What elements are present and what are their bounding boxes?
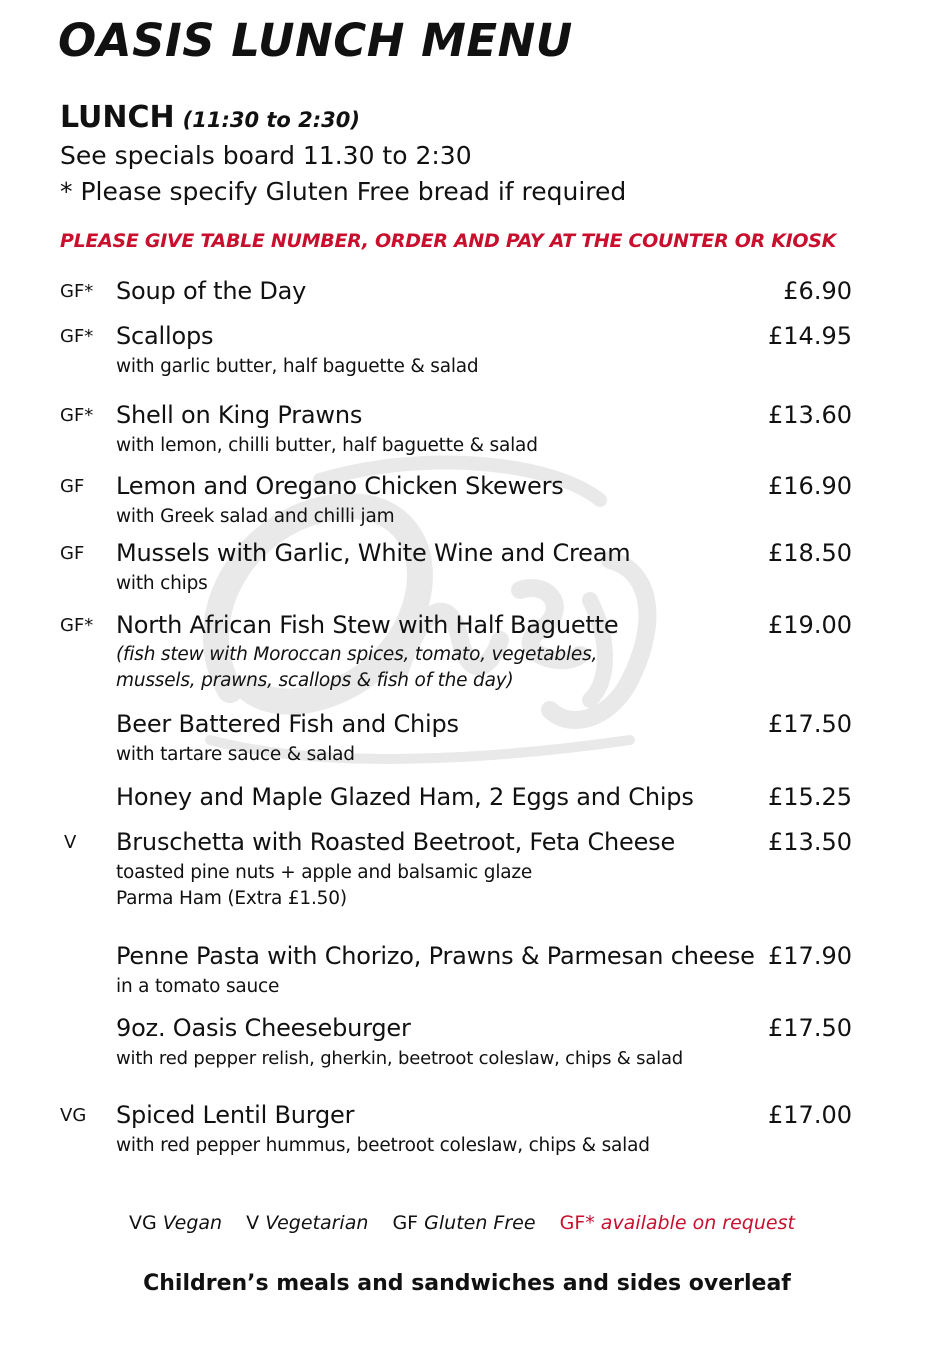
legend-label: available on request [600,1212,795,1234]
item-name: Scallops [116,322,214,350]
legend-code: VG [129,1212,157,1234]
diet-tag: GF* [60,615,94,636]
item-price: £16.90 [768,472,852,500]
gluten-free-info: * Please specify Gluten Free bread if required [60,177,627,206]
legend-code: V [246,1212,260,1234]
item-description: with lemon, chilli butter, half baguette & salad [116,435,538,456]
lunch-label: LUNCH [60,100,175,135]
item-description: with chips [116,573,208,594]
legend-label: Gluten Free [424,1212,536,1234]
item-price: £13.60 [768,401,852,429]
diet-tag: GF [60,476,85,497]
item-description: in a tomato sauce [116,976,280,997]
item-price: £17.50 [768,1014,852,1042]
item-price: £14.95 [768,322,852,350]
item-description: with red pepper hummus, beetroot coleslaw, chips & salad [116,1135,650,1156]
item-price: £17.90 [768,942,852,970]
legend-label: Vegan [162,1212,223,1234]
item-name: 9oz. Oasis Cheeseburger [116,1014,411,1042]
item-price: £6.90 [783,277,852,305]
page-title: OASIS LUNCH MENU [58,14,573,67]
item-description: with Greek salad and chilli jam [116,506,395,527]
item-name: Penne Pasta with Chorizo, Prawns & Parmesan cheese [116,942,755,970]
order-notice: PLEASE GIVE TABLE NUMBER, ORDER AND PAY AT THE COUNTER OR KIOSK [60,230,837,252]
item-price: £13.50 [768,828,852,856]
item-description: toasted pine nuts + apple and balsamic glaze [116,862,533,883]
item-price: £17.00 [768,1101,852,1129]
item-description-continued: mussels, prawns, scallops & fish of the day) [116,670,514,691]
item-price: £18.50 [768,539,852,567]
diet-legend [129,1212,795,1234]
item-name: Shell on King Prawns [116,401,363,429]
item-name: Beer Battered Fish and Chips [116,710,459,738]
diet-tag: GF* [60,326,94,347]
specials-info: See specials board 11.30 to 2:30 [60,141,472,170]
item-name: Mussels with Garlic, White Wine and Cream [116,539,631,567]
item-name: Bruschetta with Roasted Beetroot, Feta Cheese [116,828,676,856]
item-price: £15.25 [768,783,852,811]
item-name: North African Fish Stew with Half Baguette [116,611,619,639]
item-price: £19.00 [768,611,852,639]
item-description: with garlic butter, half baguette & salad [116,356,479,377]
item-name: Spiced Lentil Burger [116,1101,355,1129]
item-description: with tartare sauce & salad [116,744,355,765]
item-name: Soup of the Day [116,277,307,305]
item-price: £17.50 [768,710,852,738]
diet-tag: V [64,832,77,853]
lunch-hours: (11:30 to 2:30) [182,108,361,132]
diet-tag: GF [60,543,85,564]
item-extra: Parma Ham (Extra £1.50) [116,888,347,909]
legend-code: GF [392,1212,419,1234]
legend-label: Vegetarian [265,1212,369,1234]
footer-note: Children’s meals and sandwiches and sides overleaf [143,1271,791,1296]
legend-code: GF* [559,1212,595,1234]
item-name: Lemon and Oregano Chicken Skewers [116,472,564,500]
item-description: with red pepper relish, gherkin, beetroot coleslaw, chips & salad [116,1048,684,1069]
diet-tag: GF* [60,405,94,426]
item-name: Honey and Maple Glazed Ham, 2 Eggs and Chips [116,783,694,811]
diet-tag: VG [60,1105,87,1126]
lunch-heading [60,100,360,135]
item-description: (fish stew with Moroccan spices, tomato, vegetables, [116,644,598,665]
diet-tag: GF* [60,281,94,302]
